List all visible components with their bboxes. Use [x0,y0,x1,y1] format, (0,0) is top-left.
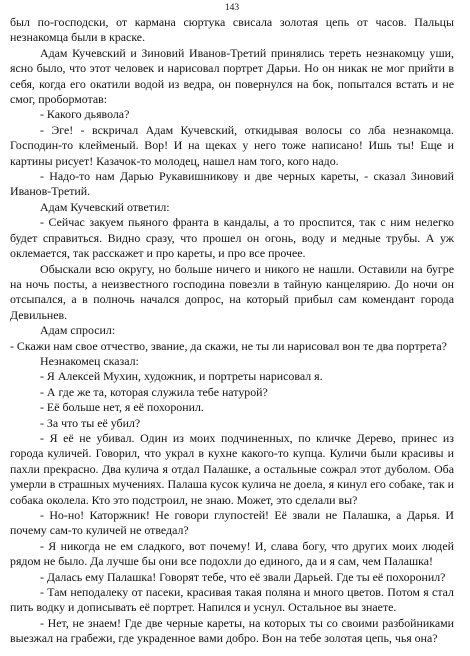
paragraph: - А где же та, которая служила тебе натурой? [40,384,268,399]
paragraph: Незнакомец сказал: [40,353,139,368]
paragraph: Адам Кучевский и Зиновий Иванов-Третий принялись тереть незнакомцу уши, ясно было, что этот человек и нарисовал портрет Дарьи. Но он никак не мог прийти в себя, когда его окатили водой из ведра, он повернулся на бок, попытался встать и не смог, пробормотав: [10,45,454,107]
paragraph: Адам спросил: [40,323,116,338]
page-number: 143 [224,3,240,13]
paragraph: был по-господски, от кармана сюртука свисала золотая цепь от часов. Пальцы незнакомца были в краске. [10,15,454,45]
paragraph: - Эге! - вскричал Адам Кучевский, откидывая волосы со лба незнакомца. Господин-то клейменый. Вор! И на щеках у него тоже написано! Ишь ты! Еще и картины рисует! Казачок-то молодец, нашел нам того, кого надо. [10,122,454,168]
paragraph: - Там неподалеку от пасеки, красивая такая поляна и много цветов. Потом я стал пить водку и дописывать её портрет. Напился и уснул. Остальное вы знаете. [10,585,454,615]
paragraph: Адам Кучевский ответил: [40,199,170,214]
paragraph: Обыскали всю округу, но больше ничего и никого не нашли. Оставили на бугре на ночь посты, а неизвестного господина повезли в тайную канцелярию. До ночи он отсыпался, а в полночь начался допрос, на который прибыл сам комендант города Девильнев. [10,261,454,322]
paragraph: - Надо-то нам Дарью Рукавишникову и две черных кареты, - сказал Зиновий Иванов-Третий. [10,169,454,199]
paragraph: - Я никогда не ем сладкого, вот почему! И, слава богу, что других моих людей рядом не было. Да лучше бы они все подохли до единого, да и я сам, чем Палашка! [10,538,454,569]
paragraph: - Её больше нет, я её похоронил. [40,400,204,415]
paragraph: - Сейчас закуем пьяного франта в кандалы, а то проспится, так с ним нелегко будет справиться. Видно сразу, что прошел он огонь, воду и медные трубы. А уж оклемается, так расскажет и про кареты, и про все прочее. [10,215,454,261]
paragraph: - Я её не убивал. Один из моих подчиненных, по кличке Дерево, принес из города куличей. Говорил, что украл в кухне какого-то купца. Куличи были красивы и пахли прекрасно. Два кулича я отдал Палашке, а остальные сожрал этот дуболом. Оба умерли в страшных мучениях. Палаша кусок кулича не доела, я кинул его собаке, так и собака околела. Кто это подстроил, не знаю. Может, это сделали вы? [10,430,454,507]
paragraph: - Нет, не знаем! Где две черные кареты, на которых ты со своими разбойниками выезжал на грабежи, где украденное вами добро. Вон на тебе золотая цепь, чья она? [10,615,454,646]
text-body [10,15,454,647]
paragraph: - Я Алексей Мухин, художник, и портреты нарисовал я. [40,369,323,384]
paragraph: - Далась ему Палашка! Говорят тебе, что её звали Дарьей. Где ты её похоронил? [40,569,446,584]
paragraph: - Какого дьявола? [40,107,130,122]
paragraph: - Скажи нам свое отчество, звание, да скажи, не ты ли нарисовал вон те два портрета? [10,338,447,353]
paragraph: - Но-но! Каторжник! Не говори глупостей! Её звали не Палашка, а Дарья. И почему сам-то куличей не отведал? [10,508,454,538]
paragraph: - За что ты её убил? [40,415,141,430]
